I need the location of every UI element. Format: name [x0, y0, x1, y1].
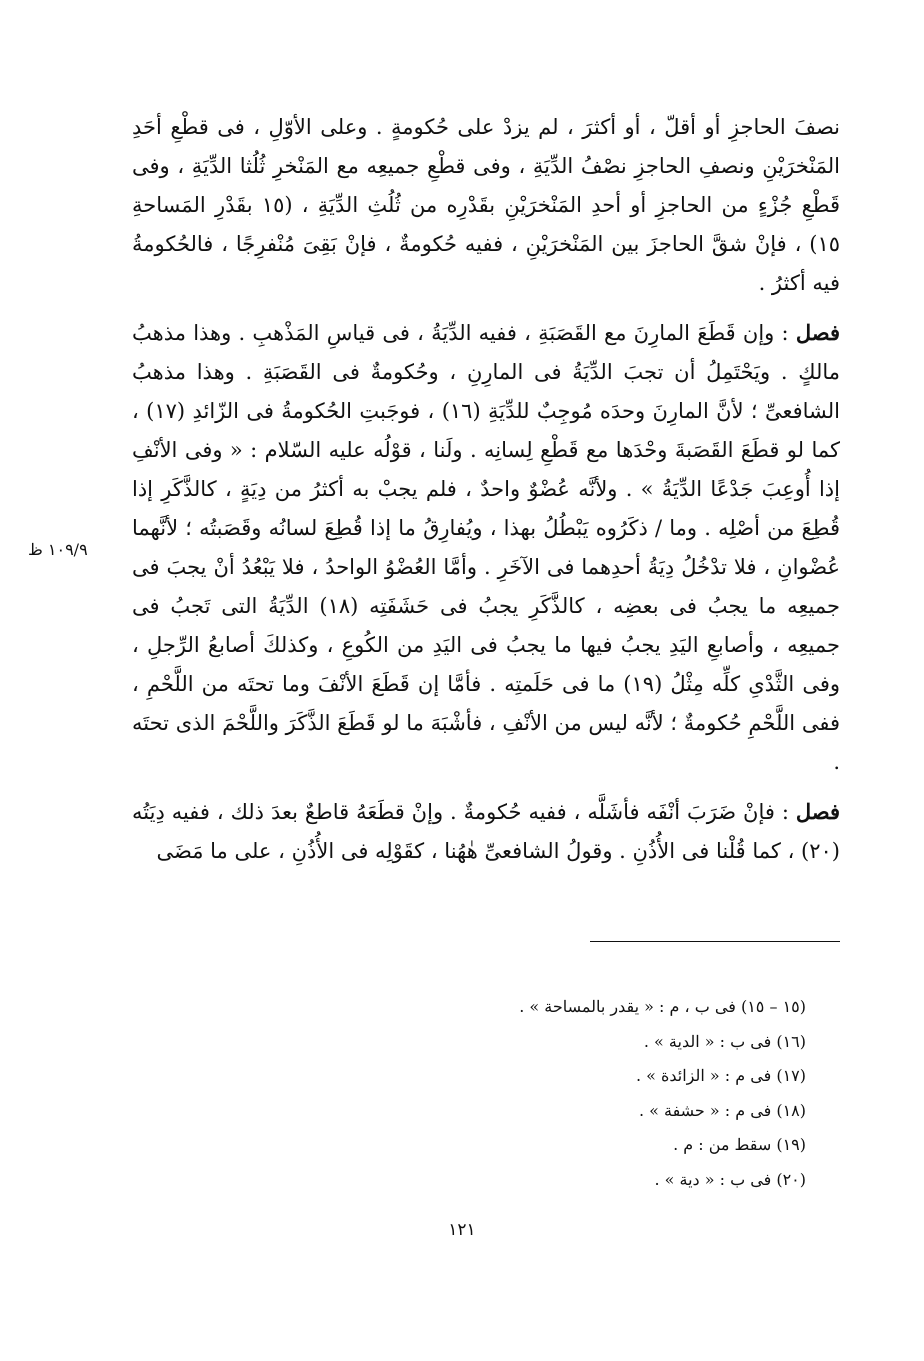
paragraph-3-text: : فإنْ ضَرَبَ أنْفَه فأشَلَّه ، ففيه حُكومةٌ . وإنْ قطَعَهُ قاطعٌ بعدَ ذلك ، ففيه دِيَتُه (٢٠) ، كما قُلْنا فى الأُذُنِ . وقولُ الشافعىِّ هٰهُنا ، كقَوْلِه فى الأُذُنِ ، على ما مَضَى	[132, 800, 840, 863]
page-number: ١٢١	[448, 1220, 476, 1240]
paragraph-3	[132, 792, 840, 871]
section-heading: فصل	[795, 320, 840, 345]
footnote: (١٥ – ١٥) فى ب ، م : « يقدر بالمساحة » .	[519, 997, 806, 1016]
footnote: (١٩) سقط من : م .	[673, 1135, 806, 1154]
footnote: (١٦) فى ب : « الدية » .	[643, 1031, 806, 1051]
footnote-separator	[590, 941, 840, 942]
footnote: (١٧) فى م : « الزائدة » .	[635, 1066, 806, 1085]
paragraph-2-text: : وإن قَطَعَ المارِنَ مع القَصَبَةِ ، ففيه الدِّيَةُ ، فى قياسِ المَذْهبِ . وهذا مذهبُ مالكٍ . ويَحْتَمِلُ أن تجبَ الدِّيَةُ فى المارِنِ ، وحُكومةٌ فى القَصَبَةِ . وهذا مذهبُ الشافعىِّ ؛ لأنَّ المارِنَ وحدَه مُوجِبٌ للدِّيَةِ (١٦) ، فوجَبتِ الحُكومةُ فى الزّائدِ (١٧) ، كما لو قطَعَ القَصَبةَ وحْدَها مع قَطْعِ لِسانِه . ولَنا ، قوْلُه عليه السّلام : « وفى الأنْفِ إذا أُوعِبَ جَدْعًا الدِّيَةُ » . ولأنَّه عُضْوٌ واحدٌ ، فلم يجبْ به أكثرُ من دِيَةٍ ، كالذَّكَرِ إذا قُطِعَ من أصْلِه . وما / ذكَرُوه يَبْطُلُ بهذا ، ويُفارِقُ ما إذا قُطِعَ لسانُه وقَصَبتُه ؛ لأنَّهما عُضْوانِ ، فلا تدْخُلُ دِيَةُ أحدِهما فى الآخَرِ . وأمَّا العُضْوُ الواحدُ ، فلا يَبْعُدُ أنْ يجبَ فى جميعِه ما يجبُ فى بعضِه ، كالذَّكَرِ يجبُ فى حَشَفَتِه (١٨) الدِّيَةُ التى تَجبُ فى جميعِه ، وأصابعِ اليَدِ يجبُ فيها ما يجبُ فى اليَدِ من الكُوعِ ، وكذلكَ أصابعُ الرِّجلِ ، وفى الثَّدْىِ كلِّه مِثْلُ (١٩) ما فى حَلَمتِه . فأمَّا إن قَطَعَ الأنْفَ وما تحتَه من اللَّحْمِ ، ففى اللَّحْمِ حُكومةٌ ؛ لأنَّه ليس من الأنْفِ ، فأشْبَهَ ما لو قَطَعَ الذَّكَرَ واللَّحْمَ الذى تحتَه .	[132, 321, 840, 774]
paragraph-1-text: نصفَ الحاجزِ أو أقلّ ، أو أكثرَ ، لم يزدْ على حُكومةٍ . وعلى الأوّلِ ، فى قطْعِ أحَدِ المَنْخرَيْنِ ونصفِ الحاجزِ نصْفُ الدِّيَةِ ، وفى قطْعِ جميعِه مع المَنْخرِ ثُلُثا الدِّيَةِ ، وفى قَطْعِ جُزْءٍ من الحاجزِ أو أحدِ المَنْخرَيْنِ بقَدْرِه من ثُلُثِ الدِّيَةِ ، (١٥ بقَدْرِ المَساحةِ ١٥) ، فإنْ شقَّ الحاجزَ بين المَنْخرَيْنِ ، ففيه حُكومةٌ ، فإنْ بَقِىَ مُنْفرِجًا ، فالحُكومةُ فيه أكثرُ .	[132, 115, 841, 295]
footnote: (١٨) فى م : « حشفة » .	[638, 1100, 806, 1120]
section-heading: فصل	[795, 799, 840, 824]
footnote: (٢٠) فى ب : « دية » .	[654, 1169, 806, 1189]
footnotes	[306, 990, 806, 1197]
main-text	[132, 108, 840, 881]
paragraph-1	[132, 108, 840, 303]
paragraph-2	[132, 313, 840, 782]
margin-manuscript-reference: ١٠٩/٩ ظ	[28, 540, 88, 559]
